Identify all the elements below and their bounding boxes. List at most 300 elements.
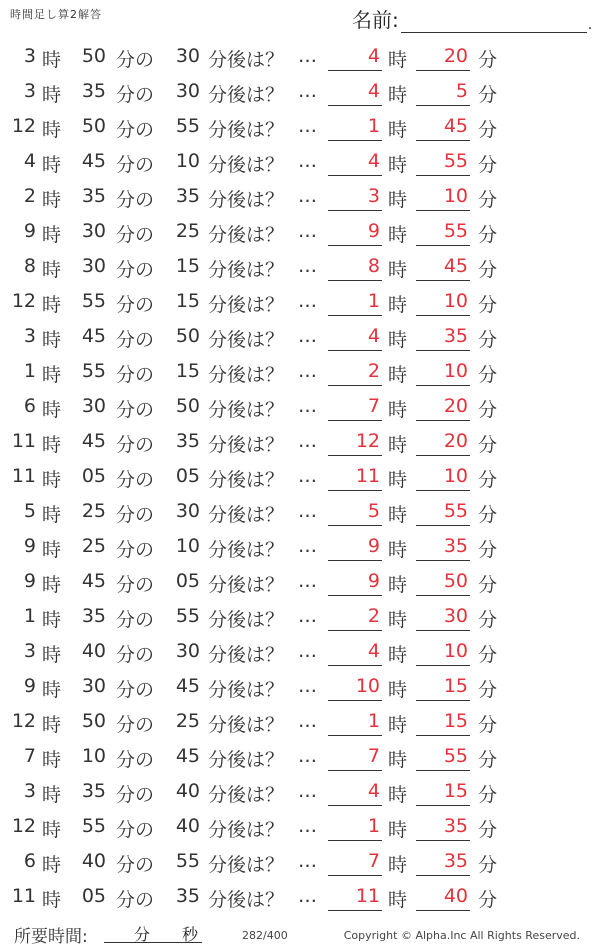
answer-minute: 45 (416, 115, 470, 141)
answer-minute-label: 分 (478, 399, 498, 421)
start-hour: 11 (11, 465, 36, 487)
answer-minute-label: 分 (478, 539, 498, 561)
second-unit: 秒 (182, 925, 199, 944)
start-minute: 55 (81, 815, 106, 837)
hour-label: 時 (42, 259, 62, 281)
problem-row (0, 703, 600, 738)
start-minute: 25 (81, 500, 106, 522)
hour-label: 時 (42, 84, 62, 106)
hour-label: 時 (42, 889, 62, 911)
hour-label: 時 (42, 364, 62, 386)
hour-label: 時 (42, 189, 62, 211)
hour-label: 時 (42, 224, 62, 246)
minute-of-label: 分の (116, 469, 155, 491)
answer-hour: 1 (328, 115, 382, 141)
start-hour: 6 (23, 850, 36, 872)
answer-hour-label: 時 (388, 364, 408, 386)
added-minutes: 35 (175, 885, 200, 907)
answer-minute: 35 (416, 850, 470, 876)
start-hour: 4 (23, 150, 36, 172)
answer-minute-label: 分 (478, 259, 498, 281)
minute-of-label: 分の (116, 224, 155, 246)
minute-of-label: 分の (116, 889, 155, 911)
start-hour: 3 (23, 640, 36, 662)
answer-minute: 45 (416, 255, 470, 281)
after-label: 分後は？ (208, 504, 285, 526)
after-label: 分後は？ (208, 329, 285, 351)
answer-hour-label: 時 (388, 84, 408, 106)
ellipsis: … (298, 45, 317, 67)
hour-label: 時 (42, 434, 62, 456)
after-label: 分後は？ (208, 434, 285, 456)
answer-minute-label: 分 (478, 889, 498, 911)
ellipsis: … (298, 430, 317, 452)
start-minute: 35 (81, 185, 106, 207)
minute-of-label: 分の (116, 434, 155, 456)
minute-of-label: 分の (116, 189, 155, 211)
answer-hour: 12 (328, 430, 382, 456)
answer-minute-label: 分 (478, 574, 498, 596)
elapsed-time-field (104, 922, 202, 943)
added-minutes: 40 (175, 780, 200, 802)
minute-of-label: 分の (116, 154, 155, 176)
added-minutes: 50 (175, 395, 200, 417)
hour-label: 時 (42, 749, 62, 771)
added-minutes: 15 (175, 255, 200, 277)
after-label: 分後は？ (208, 399, 285, 421)
hour-label: 時 (42, 539, 62, 561)
answer-minute: 10 (416, 185, 470, 211)
answer-hour: 4 (328, 640, 382, 666)
after-label: 分後は？ (208, 259, 285, 281)
added-minutes: 55 (175, 115, 200, 137)
answer-hour-label: 時 (388, 119, 408, 141)
problem-row (0, 108, 600, 143)
problem-row (0, 353, 600, 388)
start-minute: 45 (81, 570, 106, 592)
name-blank-line (401, 10, 587, 33)
start-hour: 9 (23, 220, 36, 242)
answer-minute: 55 (416, 500, 470, 526)
after-label: 分後は？ (208, 854, 285, 876)
answer-minute-label: 分 (478, 854, 498, 876)
after-label: 分後は？ (208, 574, 285, 596)
answer-hour: 2 (328, 360, 382, 386)
copyright-notice: Copyright © Alpha.Inc All Rights Reserved. (343, 929, 580, 942)
added-minutes: 10 (175, 535, 200, 557)
added-minutes: 35 (175, 430, 200, 452)
ellipsis: … (298, 290, 317, 312)
minute-unit: 分 (134, 925, 151, 944)
start-minute: 30 (81, 395, 106, 417)
ellipsis: … (298, 640, 317, 662)
answer-minute: 15 (416, 675, 470, 701)
problem-row (0, 668, 600, 703)
answer-hour: 7 (328, 850, 382, 876)
problem-row (0, 143, 600, 178)
added-minutes: 45 (175, 745, 200, 767)
start-minute: 45 (81, 325, 106, 347)
after-label: 分後は？ (208, 49, 285, 71)
start-minute: 55 (81, 360, 106, 382)
start-hour: 2 (23, 185, 36, 207)
ellipsis: … (298, 150, 317, 172)
problem-row (0, 563, 600, 598)
minute-of-label: 分の (116, 119, 155, 141)
start-minute: 30 (81, 675, 106, 697)
start-minute: 40 (81, 640, 106, 662)
answer-minute: 20 (416, 45, 470, 71)
after-label: 分後は？ (208, 119, 285, 141)
start-minute: 35 (81, 605, 106, 627)
ellipsis: … (298, 220, 317, 242)
start-hour: 9 (23, 570, 36, 592)
answer-minute: 20 (416, 430, 470, 456)
answer-minute: 35 (416, 535, 470, 561)
answer-minute: 35 (416, 815, 470, 841)
start-hour: 12 (11, 290, 36, 312)
hour-label: 時 (42, 784, 62, 806)
hour-label: 時 (42, 574, 62, 596)
answer-hour-label: 時 (388, 679, 408, 701)
minute-of-label: 分の (116, 329, 155, 351)
answer-hour-label: 時 (388, 714, 408, 736)
minute-of-label: 分の (116, 574, 155, 596)
hour-label: 時 (42, 504, 62, 526)
problem-row (0, 878, 600, 913)
answer-hour: 1 (328, 815, 382, 841)
name-end-mark: . (587, 17, 593, 33)
elapsed-time-label: 所要時間: (14, 927, 88, 947)
start-minute: 40 (81, 850, 106, 872)
start-minute: 55 (81, 290, 106, 312)
start-hour: 3 (23, 45, 36, 67)
answer-minute: 20 (416, 395, 470, 421)
answer-hour-label: 時 (388, 819, 408, 841)
answer-hour: 9 (328, 570, 382, 596)
ellipsis: … (298, 360, 317, 382)
answer-minute-label: 分 (478, 119, 498, 141)
minute-of-label: 分の (116, 644, 155, 666)
answer-hour-label: 時 (388, 644, 408, 666)
answer-hour: 11 (328, 465, 382, 491)
start-hour: 12 (11, 710, 36, 732)
after-label: 分後は？ (208, 819, 285, 841)
minute-of-label: 分の (116, 609, 155, 631)
start-hour: 6 (23, 395, 36, 417)
problem-row (0, 493, 600, 528)
hour-label: 時 (42, 714, 62, 736)
answer-hour: 4 (328, 80, 382, 106)
answer-hour: 4 (328, 45, 382, 71)
answer-hour-label: 時 (388, 434, 408, 456)
problem-row (0, 73, 600, 108)
answer-minute-label: 分 (478, 49, 498, 71)
answer-hour-label: 時 (388, 889, 408, 911)
ellipsis: … (298, 675, 317, 697)
problem-row (0, 423, 600, 458)
answer-hour-label: 時 (388, 609, 408, 631)
start-hour: 11 (11, 885, 36, 907)
start-minute: 45 (81, 150, 106, 172)
ellipsis: … (298, 780, 317, 802)
answer-minute: 10 (416, 465, 470, 491)
problem-row (0, 633, 600, 668)
answer-minute-label: 分 (478, 819, 498, 841)
answer-hour: 11 (328, 885, 382, 911)
answer-hour-label: 時 (388, 504, 408, 526)
minute-of-label: 分の (116, 504, 155, 526)
start-hour: 3 (23, 780, 36, 802)
added-minutes: 35 (175, 185, 200, 207)
answer-hour: 4 (328, 780, 382, 806)
answer-hour: 1 (328, 710, 382, 736)
answer-minute: 15 (416, 780, 470, 806)
answer-hour: 3 (328, 185, 382, 211)
after-label: 分後は？ (208, 364, 285, 386)
problem-row (0, 738, 600, 773)
after-label: 分後は？ (208, 609, 285, 631)
minute-of-label: 分の (116, 749, 155, 771)
minute-of-label: 分の (116, 84, 155, 106)
answer-hour: 4 (328, 150, 382, 176)
ellipsis: … (298, 115, 317, 137)
answer-minute: 30 (416, 605, 470, 631)
answer-hour: 9 (328, 220, 382, 246)
answer-minute-label: 分 (478, 224, 498, 246)
answer-minute: 10 (416, 640, 470, 666)
added-minutes: 30 (175, 500, 200, 522)
answer-hour-label: 時 (388, 854, 408, 876)
answer-minute-label: 分 (478, 434, 498, 456)
ellipsis: … (298, 325, 317, 347)
ellipsis: … (298, 885, 317, 907)
start-hour: 8 (23, 255, 36, 277)
start-minute: 50 (81, 710, 106, 732)
minute-of-label: 分の (116, 539, 155, 561)
after-label: 分後は？ (208, 714, 285, 736)
hour-label: 時 (42, 469, 62, 491)
answer-hour: 7 (328, 395, 382, 421)
answer-hour: 4 (328, 325, 382, 351)
after-label: 分後は？ (208, 784, 285, 806)
ellipsis: … (298, 815, 317, 837)
problem-row (0, 248, 600, 283)
start-hour: 7 (23, 745, 36, 767)
answer-minute: 40 (416, 885, 470, 911)
after-label: 分後は？ (208, 749, 285, 771)
added-minutes: 55 (175, 850, 200, 872)
start-minute: 05 (81, 885, 106, 907)
added-minutes: 45 (175, 675, 200, 697)
answer-minute-label: 分 (478, 504, 498, 526)
ellipsis: … (298, 80, 317, 102)
answer-minute-label: 分 (478, 469, 498, 491)
start-hour: 12 (11, 115, 36, 137)
answer-minute: 15 (416, 710, 470, 736)
added-minutes: 15 (175, 360, 200, 382)
ellipsis: … (298, 850, 317, 872)
after-label: 分後は？ (208, 679, 285, 701)
ellipsis: … (298, 500, 317, 522)
answer-hour: 7 (328, 745, 382, 771)
problem-row (0, 528, 600, 563)
hour-label: 時 (42, 294, 62, 316)
minute-of-label: 分の (116, 364, 155, 386)
answer-minute-label: 分 (478, 329, 498, 351)
added-minutes: 30 (175, 45, 200, 67)
answer-minute-label: 分 (478, 749, 498, 771)
answer-minute-label: 分 (478, 644, 498, 666)
minute-of-label: 分の (116, 714, 155, 736)
answer-minute: 55 (416, 220, 470, 246)
answer-minute-label: 分 (478, 294, 498, 316)
answer-hour-label: 時 (388, 749, 408, 771)
ellipsis: … (298, 465, 317, 487)
answer-hour: 1 (328, 290, 382, 316)
answer-minute-label: 分 (478, 784, 498, 806)
start-hour: 5 (23, 500, 36, 522)
start-hour: 9 (23, 675, 36, 697)
answer-minute-label: 分 (478, 714, 498, 736)
after-label: 分後は？ (208, 469, 285, 491)
start-minute: 30 (81, 255, 106, 277)
start-hour: 3 (23, 80, 36, 102)
added-minutes: 10 (175, 150, 200, 172)
problem-row (0, 213, 600, 248)
hour-label: 時 (42, 119, 62, 141)
answer-minute: 10 (416, 290, 470, 316)
answer-hour-label: 時 (388, 154, 408, 176)
start-hour: 11 (11, 430, 36, 452)
name-field-area (352, 4, 592, 33)
answer-hour-label: 時 (388, 399, 408, 421)
start-minute: 30 (81, 220, 106, 242)
start-minute: 50 (81, 115, 106, 137)
ellipsis: … (298, 570, 317, 592)
hour-label: 時 (42, 49, 62, 71)
start-minute: 35 (81, 780, 106, 802)
problem-row (0, 773, 600, 808)
start-minute: 50 (81, 45, 106, 67)
problem-row (0, 808, 600, 843)
hour-label: 時 (42, 854, 62, 876)
minute-of-label: 分の (116, 294, 155, 316)
added-minutes: 30 (175, 80, 200, 102)
hour-label: 時 (42, 154, 62, 176)
answer-minute: 50 (416, 570, 470, 596)
ellipsis: … (298, 605, 317, 627)
page-number: 282/400 (242, 929, 288, 942)
after-label: 分後は？ (208, 539, 285, 561)
answer-hour-label: 時 (388, 224, 408, 246)
problem-row (0, 843, 600, 878)
hour-label: 時 (42, 644, 62, 666)
problem-row (0, 318, 600, 353)
added-minutes: 30 (175, 640, 200, 662)
answer-hour-label: 時 (388, 329, 408, 351)
answer-hour: 10 (328, 675, 382, 701)
answer-minute-label: 分 (478, 609, 498, 631)
hour-label: 時 (42, 399, 62, 421)
answer-minute-label: 分 (478, 189, 498, 211)
start-hour: 12 (11, 815, 36, 837)
after-label: 分後は？ (208, 154, 285, 176)
answer-hour-label: 時 (388, 294, 408, 316)
ellipsis: … (298, 710, 317, 732)
start-minute: 45 (81, 430, 106, 452)
answer-minute: 55 (416, 745, 470, 771)
answer-hour-label: 時 (388, 784, 408, 806)
problem-row (0, 388, 600, 423)
ellipsis: … (298, 395, 317, 417)
answer-hour-label: 時 (388, 539, 408, 561)
start-hour: 1 (23, 360, 36, 382)
hour-label: 時 (42, 819, 62, 841)
answer-hour-label: 時 (388, 259, 408, 281)
answer-minute: 35 (416, 325, 470, 351)
start-hour: 1 (23, 605, 36, 627)
problem-row (0, 283, 600, 318)
minute-of-label: 分の (116, 49, 155, 71)
problem-row (0, 458, 600, 493)
ellipsis: … (298, 185, 317, 207)
ellipsis: … (298, 745, 317, 767)
answer-hour: 9 (328, 535, 382, 561)
minute-of-label: 分の (116, 854, 155, 876)
added-minutes: 50 (175, 325, 200, 347)
answer-hour-label: 時 (388, 189, 408, 211)
after-label: 分後は？ (208, 224, 285, 246)
answer-hour-label: 時 (388, 574, 408, 596)
worksheet-title: 時間足し算2解答 (10, 8, 102, 21)
added-minutes: 40 (175, 815, 200, 837)
problem-list (0, 38, 600, 913)
start-minute: 10 (81, 745, 106, 767)
added-minutes: 25 (175, 220, 200, 242)
answer-hour-label: 時 (388, 49, 408, 71)
answer-hour: 2 (328, 605, 382, 631)
minute-of-label: 分の (116, 819, 155, 841)
start-minute: 05 (81, 465, 106, 487)
answer-minute: 10 (416, 360, 470, 386)
minute-of-label: 分の (116, 679, 155, 701)
problem-row (0, 178, 600, 213)
name-label: 名前: (352, 8, 399, 32)
start-minute: 25 (81, 535, 106, 557)
answer-minute: 55 (416, 150, 470, 176)
answer-minute-label: 分 (478, 154, 498, 176)
start-hour: 9 (23, 535, 36, 557)
answer-hour-label: 時 (388, 469, 408, 491)
ellipsis: … (298, 255, 317, 277)
start-minute: 35 (81, 80, 106, 102)
answer-minute-label: 分 (478, 364, 498, 386)
after-label: 分後は？ (208, 644, 285, 666)
minute-of-label: 分の (116, 399, 155, 421)
after-label: 分後は？ (208, 294, 285, 316)
added-minutes: 05 (175, 465, 200, 487)
added-minutes: 15 (175, 290, 200, 312)
answer-minute-label: 分 (478, 84, 498, 106)
added-minutes: 05 (175, 570, 200, 592)
after-label: 分後は？ (208, 84, 285, 106)
problem-row (0, 38, 600, 73)
footer (0, 920, 600, 949)
hour-label: 時 (42, 329, 62, 351)
added-minutes: 55 (175, 605, 200, 627)
answer-minute: 5 (416, 80, 470, 106)
